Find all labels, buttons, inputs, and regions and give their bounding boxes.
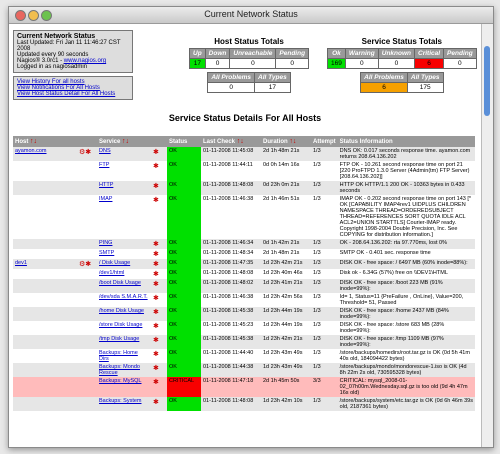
status-info-cell: DISK OK - free space: / 6497 MB (60% inode=88%): bbox=[338, 259, 475, 269]
status-info-cell: Id= 1, Status=11 {PreFailure , OnLine}, Value=200, Threshold= 51, Passed bbox=[338, 293, 475, 307]
host-totals-table bbox=[189, 48, 309, 69]
table-row bbox=[13, 293, 475, 307]
svc-warning-header[interactable]: Warning bbox=[345, 49, 378, 59]
service-icons-cell bbox=[151, 335, 167, 349]
status-cell: OK bbox=[167, 349, 201, 363]
service-link[interactable]: HTTP bbox=[99, 182, 114, 188]
nagios-link[interactable]: www.nagios.org bbox=[63, 58, 107, 64]
status-info-cell: IMAP OK - 0.202 second response time on port 143 [* OK [CAPABILITY IMAP4rev1 UIDPLUS CHILDREN NAMESPACE THREAD=ORDEREDSUBJECT THREAD=REFERENCES SORT QUOTA IDLE ACL ACL2=UNION STARTTLS] Courier-IMAP ready. Copyright 1998-2004 Double Precision, Inc. See COPYING for distribution information.] bbox=[338, 195, 475, 239]
host-icons-cell bbox=[77, 321, 97, 335]
host-pending-header[interactable]: Pending bbox=[276, 49, 309, 59]
attempt-cell: 1/3 bbox=[311, 279, 338, 293]
service-link[interactable]: IMAP bbox=[99, 196, 113, 202]
table-row bbox=[13, 147, 475, 161]
host-unreachable-header[interactable]: Unreachable bbox=[230, 49, 276, 59]
host-cell bbox=[13, 363, 77, 377]
table-row bbox=[13, 335, 475, 349]
status-info-cell: Disk ok - 6.34G (57%) free on \\DEV1\HTML bbox=[338, 269, 475, 279]
service-link[interactable]: /boot Disk Usage bbox=[99, 280, 141, 286]
host-cell bbox=[13, 269, 77, 279]
last-check-cell: 01-11-2008 11:47:35 bbox=[201, 259, 261, 269]
service-graph-icon[interactable]: ✱ bbox=[153, 241, 159, 248]
notifications-link[interactable]: View Notifications For All Hosts bbox=[17, 85, 100, 91]
service-link[interactable]: SMTP bbox=[99, 250, 115, 256]
service-cell bbox=[97, 363, 151, 377]
duration-cell: 1d 23h 44m 19s bbox=[261, 321, 311, 335]
host-icons-cell bbox=[77, 335, 97, 349]
svc-ok-header[interactable]: Ok bbox=[328, 49, 346, 59]
host-cell bbox=[13, 293, 77, 307]
service-link[interactable]: /dev/sda S.M.A.R.T. bbox=[99, 294, 148, 300]
service-graph-icon[interactable]: ✱ bbox=[153, 261, 159, 268]
host-icons-cell bbox=[77, 279, 97, 293]
sort-arrows-icon[interactable]: ↑↓ bbox=[122, 138, 130, 145]
col-service-icons bbox=[151, 136, 167, 147]
service-graph-icon[interactable]: ✱ bbox=[153, 399, 159, 406]
table-header-row bbox=[13, 136, 475, 147]
service-icons-cell bbox=[151, 239, 167, 249]
service-cell bbox=[97, 377, 151, 397]
host-cell bbox=[13, 349, 77, 363]
service-cell bbox=[97, 279, 151, 293]
duration-cell: 1d 23h 42m 21s bbox=[261, 259, 311, 269]
service-icons-cell bbox=[151, 397, 167, 411]
host-graph-icon[interactable]: ✱ bbox=[85, 261, 92, 268]
host-up-header[interactable]: Up bbox=[190, 49, 206, 59]
table-row bbox=[13, 181, 475, 195]
service-cell bbox=[97, 349, 151, 363]
version-text: Nagios® 3.0rc1 - bbox=[17, 58, 64, 64]
duration-cell: 1d 23h 41m 21s bbox=[261, 279, 311, 293]
duration-cell: 0d 0h 14m 16s bbox=[261, 161, 311, 181]
status-info-cell: HTTP OK HTTP/1.1 200 OK - 10363 bytes in 0.433 seconds bbox=[338, 181, 475, 195]
status-cell: OK bbox=[167, 293, 201, 307]
table-row bbox=[13, 321, 475, 335]
service-link[interactable]: /home Disk Usage bbox=[99, 308, 144, 314]
host-icons-cell bbox=[77, 259, 97, 269]
service-icons-cell bbox=[151, 321, 167, 335]
attempt-cell: 1/3 bbox=[311, 349, 338, 363]
service-totals-table bbox=[327, 48, 477, 69]
status-info-box bbox=[13, 30, 133, 73]
attempt-cell: 1/3 bbox=[311, 293, 338, 307]
attempt-cell: 1/3 bbox=[311, 195, 338, 239]
status-cell: OK bbox=[167, 161, 201, 181]
svc-critical-count: 6 bbox=[415, 59, 444, 69]
host-cell bbox=[13, 147, 77, 161]
svc-pending-header[interactable]: Pending bbox=[444, 49, 477, 59]
attempt-cell: 1/3 bbox=[311, 307, 338, 321]
service-link[interactable]: /tmp Disk Usage bbox=[99, 336, 140, 342]
service-totals-title: Service Status Totals bbox=[361, 37, 442, 46]
service-icons-cell bbox=[151, 293, 167, 307]
last-check-cell: 01-11-2008 11:45:38 bbox=[201, 307, 261, 321]
last-check-cell: 01-11-2008 11:48:08 bbox=[201, 269, 261, 279]
host-status-totals bbox=[189, 37, 309, 93]
host-graph-icon[interactable]: ✱ bbox=[85, 149, 92, 156]
service-status-totals bbox=[327, 37, 477, 93]
table-row bbox=[13, 397, 475, 411]
host-icons-cell bbox=[77, 181, 97, 195]
service-graph-icon[interactable]: ✱ bbox=[153, 379, 159, 386]
duration-cell: 1d 23h 42m 21s bbox=[261, 335, 311, 349]
host-all-types-count: 17 bbox=[255, 83, 291, 93]
host-pending-count: 0 bbox=[276, 59, 309, 69]
last-check-cell: 01-11-2008 11:45:08 bbox=[201, 147, 261, 161]
sort-arrows-icon[interactable]: ↑↓ bbox=[289, 138, 297, 145]
attempt-cell: 1/3 bbox=[311, 363, 338, 377]
status-cell: OK bbox=[167, 269, 201, 279]
duration-cell: 2d 1h 46m 51s bbox=[261, 195, 311, 239]
history-link[interactable]: View History For all hosts bbox=[17, 79, 85, 85]
service-graph-icon[interactable]: ✱ bbox=[153, 197, 159, 204]
host-actions-icon[interactable]: ⚙ bbox=[79, 149, 86, 156]
host-cell bbox=[13, 321, 77, 335]
service-icons-cell bbox=[151, 349, 167, 363]
duration-cell: 2d 1h 48m 21s bbox=[261, 147, 311, 161]
host-totals-title: Host Status Totals bbox=[214, 37, 284, 46]
service-icons-cell bbox=[151, 279, 167, 293]
page-content bbox=[9, 24, 481, 447]
host-cell bbox=[13, 181, 77, 195]
status-info-cell: /store/backups/mondo/mondorescue-1.iso is OK (4d 8h 22m 2s old, 730595328 bytes) bbox=[338, 363, 475, 377]
service-cell bbox=[97, 397, 151, 411]
service-graph-icon[interactable]: ✱ bbox=[153, 295, 159, 302]
update-interval: Updated every 90 seconds bbox=[17, 52, 89, 58]
attempt-cell: 1/3 bbox=[311, 181, 338, 195]
status-cell: OK bbox=[167, 307, 201, 321]
sort-arrows-icon[interactable]: ↑↓ bbox=[30, 138, 38, 145]
nav-links bbox=[13, 76, 133, 100]
window-title: Current Network Status bbox=[204, 9, 298, 19]
host-icons-cell bbox=[77, 147, 97, 161]
status-cell: OK bbox=[167, 239, 201, 249]
col-duration[interactable]: Duration ↑↓ bbox=[261, 136, 311, 147]
service-link[interactable]: / Disk Usage bbox=[99, 260, 131, 266]
host-icons-cell bbox=[77, 397, 97, 411]
page-title: Service Status Details For All Hosts bbox=[168, 113, 322, 123]
service-graph-icon[interactable]: ✱ bbox=[153, 271, 159, 278]
attempt-cell: 1/3 bbox=[311, 147, 338, 161]
host-cell bbox=[13, 377, 77, 397]
host-cell bbox=[13, 249, 77, 259]
duration-cell: 1d 23h 40m 46s bbox=[261, 269, 311, 279]
host-icons-cell bbox=[77, 239, 97, 249]
status-cell: CRITICAL bbox=[167, 377, 201, 397]
host-icons-cell bbox=[77, 195, 97, 239]
service-link[interactable]: FTP bbox=[99, 162, 110, 168]
service-problems-table bbox=[360, 72, 443, 93]
service-graph-icon[interactable]: ✱ bbox=[153, 149, 159, 156]
attempt-cell: 1/3 bbox=[311, 249, 338, 259]
service-graph-icon[interactable]: ✱ bbox=[153, 351, 159, 358]
host-cell bbox=[13, 279, 77, 293]
service-icons-cell bbox=[151, 269, 167, 279]
status-info-cell: DISK OK - free space: /home 2437 MB (84% inode=99%): bbox=[338, 307, 475, 321]
service-graph-icon[interactable]: ✱ bbox=[153, 251, 159, 258]
svc-all-problems-count: 6 bbox=[361, 83, 408, 93]
service-link[interactable]: Backups: Mondo Rescue bbox=[99, 364, 140, 376]
svc-ok-count: 169 bbox=[328, 59, 346, 69]
service-icons-cell bbox=[151, 377, 167, 397]
service-graph-icon[interactable]: ✱ bbox=[153, 323, 159, 330]
host-link[interactable]: ayamon.com bbox=[15, 148, 47, 154]
scrollbar-thumb[interactable] bbox=[484, 46, 490, 116]
service-graph-icon[interactable]: ✱ bbox=[153, 309, 159, 316]
service-cell bbox=[97, 307, 151, 321]
host-all-problems-header[interactable]: All Problems bbox=[208, 73, 255, 83]
service-link[interactable]: PING bbox=[99, 240, 113, 246]
host-cell bbox=[13, 397, 77, 411]
host-cell bbox=[13, 161, 77, 181]
status-cell: OK bbox=[167, 321, 201, 335]
host-cell bbox=[13, 335, 77, 349]
service-link[interactable]: /dev1/html bbox=[99, 270, 125, 276]
host-down-header[interactable]: Down bbox=[205, 49, 230, 59]
duration-cell: 1d 23h 42m 10s bbox=[261, 397, 311, 411]
host-cell bbox=[13, 195, 77, 239]
status-info-cell: /store/backups/homedirs/root.tar.gz is OK (0d 5h 41m 40s old, 184094422 bytes) bbox=[338, 349, 475, 363]
last-updated: Last Updated: Fri Jan 11 11:46:27 CST 2008 bbox=[17, 40, 121, 52]
duration-cell: 2d 1h 45m 50s bbox=[261, 377, 311, 397]
svc-pending-count: 0 bbox=[444, 59, 477, 69]
service-link[interactable]: DNS bbox=[99, 148, 111, 154]
status-info-cell: CRITICAL: mysql_2008-01-02_07h00m.Wednesday.sql.gz is too old (9d 4h 47m 16s old) bbox=[338, 377, 475, 397]
host-icons-cell bbox=[77, 269, 97, 279]
status-cell: OK bbox=[167, 279, 201, 293]
service-icons-cell bbox=[151, 147, 167, 161]
service-icons-cell bbox=[151, 195, 167, 239]
service-link[interactable]: /store Disk Usage bbox=[99, 322, 143, 328]
svc-critical-header[interactable]: Critical bbox=[415, 49, 444, 59]
service-cell bbox=[97, 195, 151, 239]
service-cell bbox=[97, 269, 151, 279]
last-check-cell: 01-11-2008 11:44:40 bbox=[201, 349, 261, 363]
table-row bbox=[13, 249, 475, 259]
duration-cell: 0d 1h 42m 21s bbox=[261, 239, 311, 249]
duration-cell: 1d 23h 43m 49s bbox=[261, 349, 311, 363]
duration-cell: 0d 23h 0m 21s bbox=[261, 181, 311, 195]
table-row bbox=[13, 269, 475, 279]
title-bar bbox=[9, 7, 493, 24]
svc-all-types-count: 175 bbox=[407, 83, 443, 93]
service-icons-cell bbox=[151, 259, 167, 269]
col-service[interactable]: Service ↑↓ bbox=[97, 136, 151, 147]
service-link[interactable]: Backups: System bbox=[99, 398, 142, 404]
host-icons-cell bbox=[77, 249, 97, 259]
status-cell: OK bbox=[167, 397, 201, 411]
table-row bbox=[13, 349, 475, 363]
attempt-cell: 1/3 bbox=[311, 397, 338, 411]
status-cell: OK bbox=[167, 249, 201, 259]
attempt-cell: 1/3 bbox=[311, 335, 338, 349]
host-icons-cell bbox=[77, 161, 97, 181]
table-row bbox=[13, 377, 475, 397]
service-icons-cell bbox=[151, 161, 167, 181]
browser-window bbox=[8, 6, 494, 448]
info-panel bbox=[13, 30, 133, 100]
duration-cell: 1d 23h 43m 49s bbox=[261, 363, 311, 377]
svc-unknown-count: 0 bbox=[378, 59, 414, 69]
host-icons-cell bbox=[77, 307, 97, 321]
host-actions-icon[interactable]: ⚙ bbox=[79, 261, 86, 268]
col-host[interactable]: Host ↑↓ bbox=[13, 136, 77, 147]
table-row bbox=[13, 195, 475, 239]
last-check-cell: 01-11-2008 11:48:02 bbox=[201, 279, 261, 293]
host-cell bbox=[13, 307, 77, 321]
attempt-cell: 1/3 bbox=[311, 259, 338, 269]
service-cell bbox=[97, 147, 151, 161]
service-icons-cell bbox=[151, 363, 167, 377]
status-info-cell: FTP OK - 10.261 second response time on port 21 [220 ProFTPD 1.3.0 Server (4Admin(tm) FTP Server) [208.64.136.202]] bbox=[338, 161, 475, 181]
host-cell bbox=[13, 239, 77, 249]
attempt-cell: 1/3 bbox=[311, 269, 338, 279]
attempt-cell: 1/3 bbox=[311, 161, 338, 181]
last-check-cell: 01-11-2008 11:44:38 bbox=[201, 363, 261, 377]
table-row bbox=[13, 307, 475, 321]
status-info-cell: DISK OK - free space: /boot 223 MB (91% inode=99%): bbox=[338, 279, 475, 293]
duration-cell: 1d 23h 44m 19s bbox=[261, 307, 311, 321]
last-check-cell: 01-11-2008 11:45:23 bbox=[201, 321, 261, 335]
service-icons-cell bbox=[151, 249, 167, 259]
vertical-scrollbar[interactable] bbox=[481, 24, 493, 447]
host-icons-cell bbox=[77, 293, 97, 307]
status-cell: OK bbox=[167, 181, 201, 195]
host-problems-table bbox=[207, 72, 290, 93]
logged-in: Logged in as nagiosadmin bbox=[17, 64, 88, 70]
last-check-cell: 01-11-2008 11:46:34 bbox=[201, 239, 261, 249]
last-check-cell: 01-11-2008 11:47:18 bbox=[201, 377, 261, 397]
table-row bbox=[13, 363, 475, 377]
status-info-cell: DISK OK - free space: /store 683 MB (28% inode=99%): bbox=[338, 321, 475, 335]
service-graph-icon[interactable]: ✱ bbox=[153, 163, 159, 170]
service-graph-icon[interactable]: ✱ bbox=[153, 365, 159, 372]
host-icons-cell bbox=[77, 377, 97, 397]
status-cell: OK bbox=[167, 147, 201, 161]
service-cell bbox=[97, 321, 151, 335]
last-check-cell: 01-11-2008 11:48:08 bbox=[201, 397, 261, 411]
service-cell bbox=[97, 335, 151, 349]
duration-cell: 2d 1h 48m 21s bbox=[261, 249, 311, 259]
service-link[interactable]: Backups: MySQL bbox=[99, 378, 142, 384]
host-up-count: 17 bbox=[190, 59, 206, 69]
table-row bbox=[13, 259, 475, 269]
sort-arrows-icon[interactable]: ↑↓ bbox=[236, 138, 244, 145]
status-info-cell: SMTP OK - 0.401 sec. response time bbox=[338, 249, 475, 259]
svc-unknown-header[interactable]: Unknown bbox=[378, 49, 414, 59]
svc-all-problems-header[interactable]: All Problems bbox=[361, 73, 408, 83]
col-last-check[interactable]: Last Check ↑↓ bbox=[201, 136, 261, 147]
service-link[interactable]: Backups: Home Dirs bbox=[99, 350, 138, 362]
service-icons-cell bbox=[151, 307, 167, 321]
svc-all-types-header[interactable]: All Types bbox=[407, 73, 443, 83]
service-graph-icon[interactable]: ✱ bbox=[153, 281, 159, 288]
last-check-cell: 01-11-2008 11:48:08 bbox=[201, 181, 261, 195]
service-cell bbox=[97, 239, 151, 249]
host-down-count: 0 bbox=[205, 59, 230, 69]
status-info-cell: DISK OK - free space: /tmp 1109 MB (97% inode=99%): bbox=[338, 335, 475, 349]
service-cell bbox=[97, 259, 151, 269]
service-status-table bbox=[13, 136, 475, 411]
service-graph-icon[interactable]: ✱ bbox=[153, 183, 159, 190]
last-check-cell: 01-11-2008 11:45:38 bbox=[201, 335, 261, 349]
service-icons-cell bbox=[151, 181, 167, 195]
status-cell: OK bbox=[167, 335, 201, 349]
service-cell bbox=[97, 181, 151, 195]
last-check-cell: 01-11-2008 11:46:38 bbox=[201, 195, 261, 239]
host-all-problems-count: 0 bbox=[208, 83, 255, 93]
host-all-types-header[interactable]: All Types bbox=[255, 73, 291, 83]
service-cell bbox=[97, 249, 151, 259]
col-attempt[interactable]: Attempt bbox=[311, 136, 338, 147]
duration-cell: 1d 23h 42m 56s bbox=[261, 293, 311, 307]
info-title: Current Network Status bbox=[17, 33, 96, 40]
host-icons-cell bbox=[77, 363, 97, 377]
attempt-cell: 1/3 bbox=[311, 239, 338, 249]
table-row bbox=[13, 279, 475, 293]
attempt-cell: 3/3 bbox=[311, 377, 338, 397]
service-graph-icon[interactable]: ✱ bbox=[153, 337, 159, 344]
last-check-cell: 01-11-2008 11:44:11 bbox=[201, 161, 261, 181]
service-cell bbox=[97, 293, 151, 307]
status-info-cell: DNS OK: 0.017 seconds response time. ayamon.com returns 208.64.136.202 bbox=[338, 147, 475, 161]
table-row bbox=[13, 161, 475, 181]
col-status[interactable]: Status bbox=[167, 136, 201, 147]
col-icons bbox=[77, 136, 97, 147]
status-cell: OK bbox=[167, 363, 201, 377]
status-info-cell: OK - 208.64.136.202: rta 97.770ms, lost 0% bbox=[338, 239, 475, 249]
col-status-information: Status Information bbox=[338, 136, 475, 147]
status-cell: OK bbox=[167, 259, 201, 269]
attempt-cell: 1/3 bbox=[311, 321, 338, 335]
host-icons-cell bbox=[77, 349, 97, 363]
service-cell bbox=[97, 161, 151, 181]
svc-warning-count: 0 bbox=[345, 59, 378, 69]
host-unreachable-count: 0 bbox=[230, 59, 276, 69]
host-link[interactable]: dev1 bbox=[15, 260, 27, 266]
host-cell bbox=[13, 259, 77, 269]
table-row bbox=[13, 239, 475, 249]
status-info-cell: /store/backups/system/etc.tar.gz is OK (0d 6h 46m 39s old, 2187361 bytes) bbox=[338, 397, 475, 411]
status-cell: OK bbox=[167, 195, 201, 239]
host-detail-link[interactable]: View Host Status Detail For All Hosts bbox=[17, 91, 116, 97]
last-check-cell: 01-11-2008 11:48:34 bbox=[201, 249, 261, 259]
last-check-cell: 01-11-2008 11:46:38 bbox=[201, 293, 261, 307]
